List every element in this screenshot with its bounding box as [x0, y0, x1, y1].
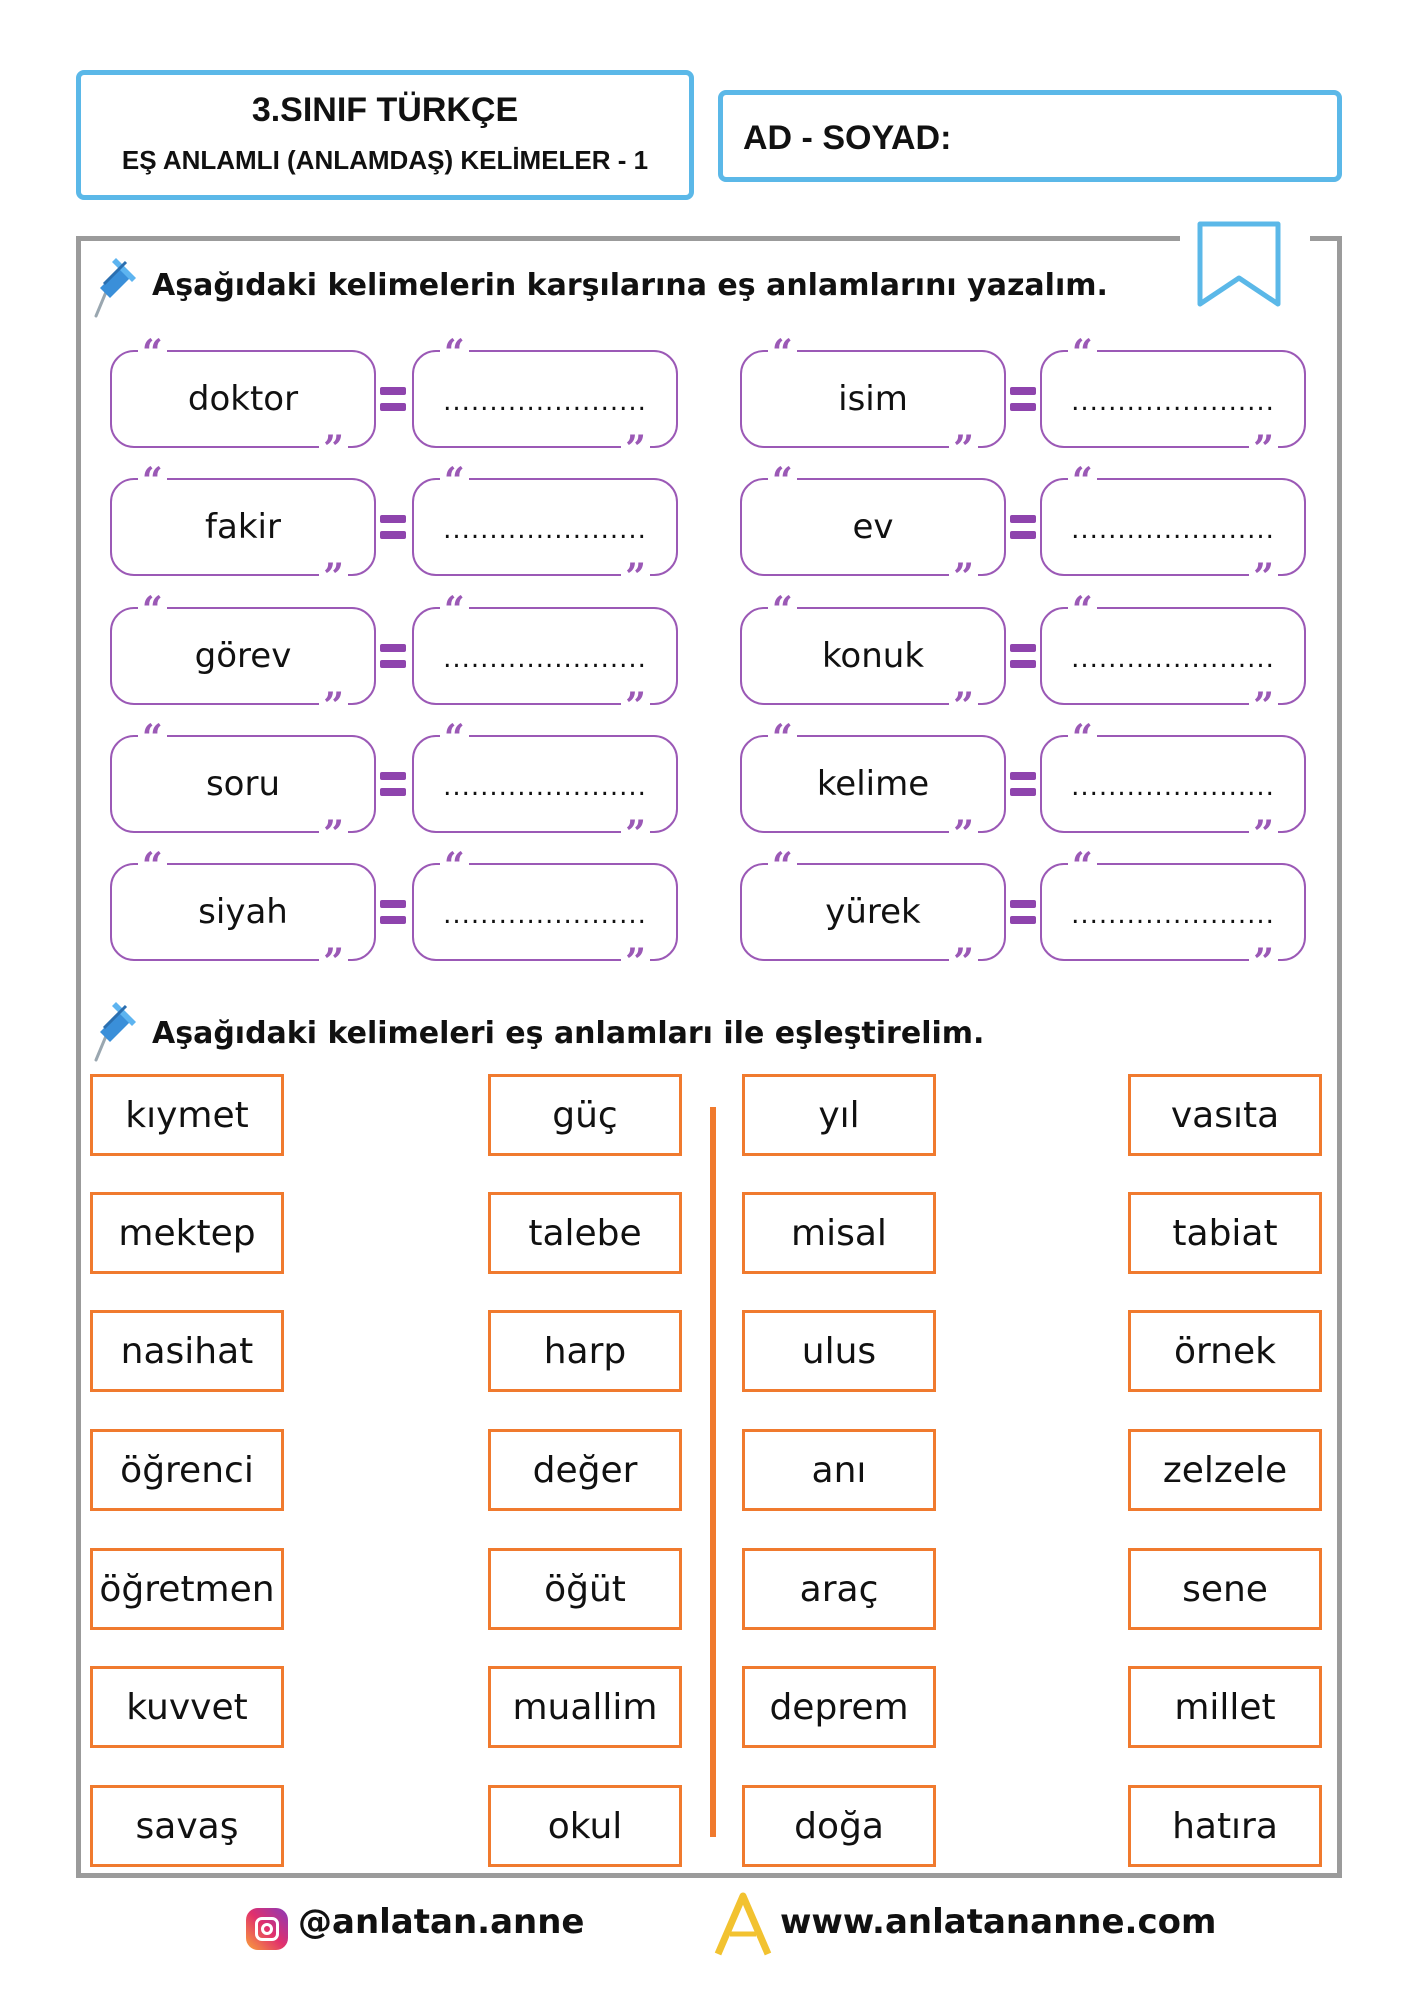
quote-close-icon: ”	[621, 947, 650, 975]
quote-close-icon: ”	[949, 819, 978, 847]
answer-box[interactable]	[412, 332, 678, 470]
match-word-col1[interactable]: kıymet	[90, 1074, 284, 1156]
word-box	[740, 717, 1006, 855]
equals-icon	[1010, 515, 1036, 539]
quote-close-icon: ”	[621, 562, 650, 590]
answer-blank[interactable]: ......................	[1071, 515, 1275, 545]
match-word-col4[interactable]: sene	[1128, 1548, 1322, 1630]
answer-box[interactable]	[412, 460, 678, 598]
word-box	[740, 589, 1006, 727]
match-word-col4[interactable]: hatıra	[1128, 1785, 1322, 1867]
equals-icon	[1010, 644, 1036, 668]
match-word-col4[interactable]: zelzele	[1128, 1429, 1322, 1511]
match-word-col4[interactable]: vasıta	[1128, 1074, 1322, 1156]
quote-open-icon: “	[768, 851, 797, 879]
match-word-col3[interactable]: ulus	[742, 1310, 936, 1392]
page-title: 3.SINIF TÜRKÇE	[251, 91, 519, 129]
quote-open-icon: “	[138, 723, 167, 751]
answer-box[interactable]	[1040, 717, 1306, 855]
given-word: ev	[852, 507, 894, 547]
given-word: konuk	[821, 636, 925, 676]
quote-close-icon: ”	[319, 819, 348, 847]
match-word-col3[interactable]: yıl	[742, 1074, 936, 1156]
instruction-2: Aşağıdaki kelimeleri eş anlamları ile eşleştirelim.	[152, 1016, 985, 1051]
quote-open-icon: “	[768, 723, 797, 751]
equals-icon	[380, 387, 406, 411]
word-box	[110, 460, 376, 598]
equals-icon	[1010, 900, 1036, 924]
instagram-icon	[246, 1908, 288, 1950]
quote-open-icon: “	[1068, 595, 1097, 623]
given-word: doktor	[187, 379, 299, 419]
answer-box[interactable]	[412, 717, 678, 855]
answer-blank[interactable]: ......................	[1071, 644, 1275, 674]
answer-box[interactable]	[1040, 332, 1306, 470]
quote-open-icon: “	[768, 595, 797, 623]
equals-icon	[1010, 387, 1036, 411]
quote-close-icon: ”	[949, 947, 978, 975]
answer-blank[interactable]: ......................	[443, 515, 647, 545]
equals-icon	[380, 900, 406, 924]
answer-blank[interactable]: ......................	[443, 644, 647, 674]
match-word-col2[interactable]: okul	[488, 1785, 682, 1867]
bookmark-icon	[1196, 220, 1282, 310]
answer-box[interactable]	[1040, 589, 1306, 727]
answer-blank[interactable]: ......................	[1071, 387, 1275, 417]
match-word-col3[interactable]: deprem	[742, 1666, 936, 1748]
word-box	[110, 845, 376, 983]
equals-icon	[380, 644, 406, 668]
given-word: soru	[205, 764, 281, 804]
answer-blank[interactable]: ......................	[443, 900, 647, 930]
quote-open-icon: “	[440, 851, 469, 879]
answer-box[interactable]	[1040, 845, 1306, 983]
match-word-col1[interactable]: savaş	[90, 1785, 284, 1867]
given-word: isim	[838, 379, 908, 419]
answer-blank[interactable]: ......................	[443, 772, 647, 802]
word-box	[110, 589, 376, 727]
match-word-col2[interactable]: harp	[488, 1310, 682, 1392]
match-word-col4[interactable]: örnek	[1128, 1310, 1322, 1392]
quote-close-icon: ”	[1249, 819, 1278, 847]
page-subtitle: EŞ ANLAMLI (ANLAMDAŞ) KELİMELER - 1	[121, 145, 649, 175]
word-box	[740, 460, 1006, 598]
match-word-col2[interactable]: güç	[488, 1074, 682, 1156]
name-label: AD - SOYAD:	[743, 119, 952, 157]
match-word-col1[interactable]: öğretmen	[90, 1548, 284, 1630]
match-word-col2[interactable]: muallim	[488, 1666, 682, 1748]
answer-blank[interactable]: ......................	[1071, 900, 1275, 930]
site-logo-icon	[712, 1890, 774, 1958]
quote-close-icon: ”	[1249, 562, 1278, 590]
quote-open-icon: “	[1068, 466, 1097, 494]
name-field[interactable]	[718, 90, 1342, 182]
quote-open-icon: “	[440, 466, 469, 494]
quote-open-icon: “	[138, 595, 167, 623]
word-box	[740, 845, 1006, 983]
given-word: fakir	[205, 507, 281, 547]
quote-close-icon: ”	[319, 434, 348, 462]
match-word-col3[interactable]: misal	[742, 1192, 936, 1274]
quote-close-icon: ”	[949, 434, 978, 462]
given-word: görev	[194, 636, 292, 676]
website-link[interactable]: www.anlatananne.com	[780, 1902, 1217, 1942]
quote-open-icon: “	[440, 595, 469, 623]
word-box	[110, 717, 376, 855]
quote-open-icon: “	[768, 466, 797, 494]
match-word-col2[interactable]: değer	[488, 1429, 682, 1511]
quote-open-icon: “	[138, 851, 167, 879]
match-word-col4[interactable]: millet	[1128, 1666, 1322, 1748]
column-divider	[710, 1107, 716, 1837]
quote-open-icon: “	[1068, 338, 1097, 366]
quote-open-icon: “	[768, 338, 797, 366]
match-word-col1[interactable]: kuvvet	[90, 1666, 284, 1748]
given-word: yürek	[825, 892, 921, 932]
match-word-col1[interactable]: nasihat	[90, 1310, 284, 1392]
answer-box[interactable]	[412, 845, 678, 983]
match-word-col2[interactable]: öğüt	[488, 1548, 682, 1630]
title-box	[76, 70, 694, 200]
instagram-handle[interactable]: @anlatan.anne	[298, 1902, 585, 1942]
quote-close-icon: ”	[1249, 434, 1278, 462]
instruction-1: Aşağıdaki kelimelerin karşılarına eş anlamlarını yazalım.	[152, 268, 1108, 303]
match-word-col3[interactable]: doğa	[742, 1785, 936, 1867]
match-word-col1[interactable]: öğrenci	[90, 1429, 284, 1511]
quote-close-icon: ”	[1249, 691, 1278, 719]
match-word-col3[interactable]: araç	[742, 1548, 936, 1630]
quote-open-icon: “	[1068, 851, 1097, 879]
quote-close-icon: ”	[621, 691, 650, 719]
answer-blank[interactable]: ......................	[1071, 772, 1275, 802]
quote-close-icon: ”	[621, 434, 650, 462]
match-word-col1[interactable]: mektep	[90, 1192, 284, 1274]
quote-close-icon: ”	[621, 819, 650, 847]
quote-open-icon: “	[1068, 723, 1097, 751]
quote-open-icon: “	[138, 466, 167, 494]
word-box	[740, 332, 1006, 470]
quote-open-icon: “	[440, 723, 469, 751]
quote-open-icon: “	[440, 338, 469, 366]
quote-close-icon: ”	[319, 691, 348, 719]
equals-icon	[380, 515, 406, 539]
quote-close-icon: ”	[949, 691, 978, 719]
quote-open-icon: “	[138, 338, 167, 366]
given-word: siyah	[198, 892, 288, 932]
answer-blank[interactable]: ......................	[443, 387, 647, 417]
equals-icon	[1010, 772, 1036, 796]
match-word-col2[interactable]: talebe	[488, 1192, 682, 1274]
equals-icon	[380, 772, 406, 796]
pushpin-icon	[92, 994, 142, 1064]
word-box	[110, 332, 376, 470]
match-word-col3[interactable]: anı	[742, 1429, 936, 1511]
quote-close-icon: ”	[1249, 947, 1278, 975]
quote-close-icon: ”	[319, 947, 348, 975]
quote-close-icon: ”	[319, 562, 348, 590]
answer-box[interactable]	[412, 589, 678, 727]
match-word-col4[interactable]: tabiat	[1128, 1192, 1322, 1274]
pushpin-icon	[92, 250, 142, 320]
answer-box[interactable]	[1040, 460, 1306, 598]
quote-close-icon: ”	[949, 562, 978, 590]
given-word: kelime	[816, 764, 930, 804]
